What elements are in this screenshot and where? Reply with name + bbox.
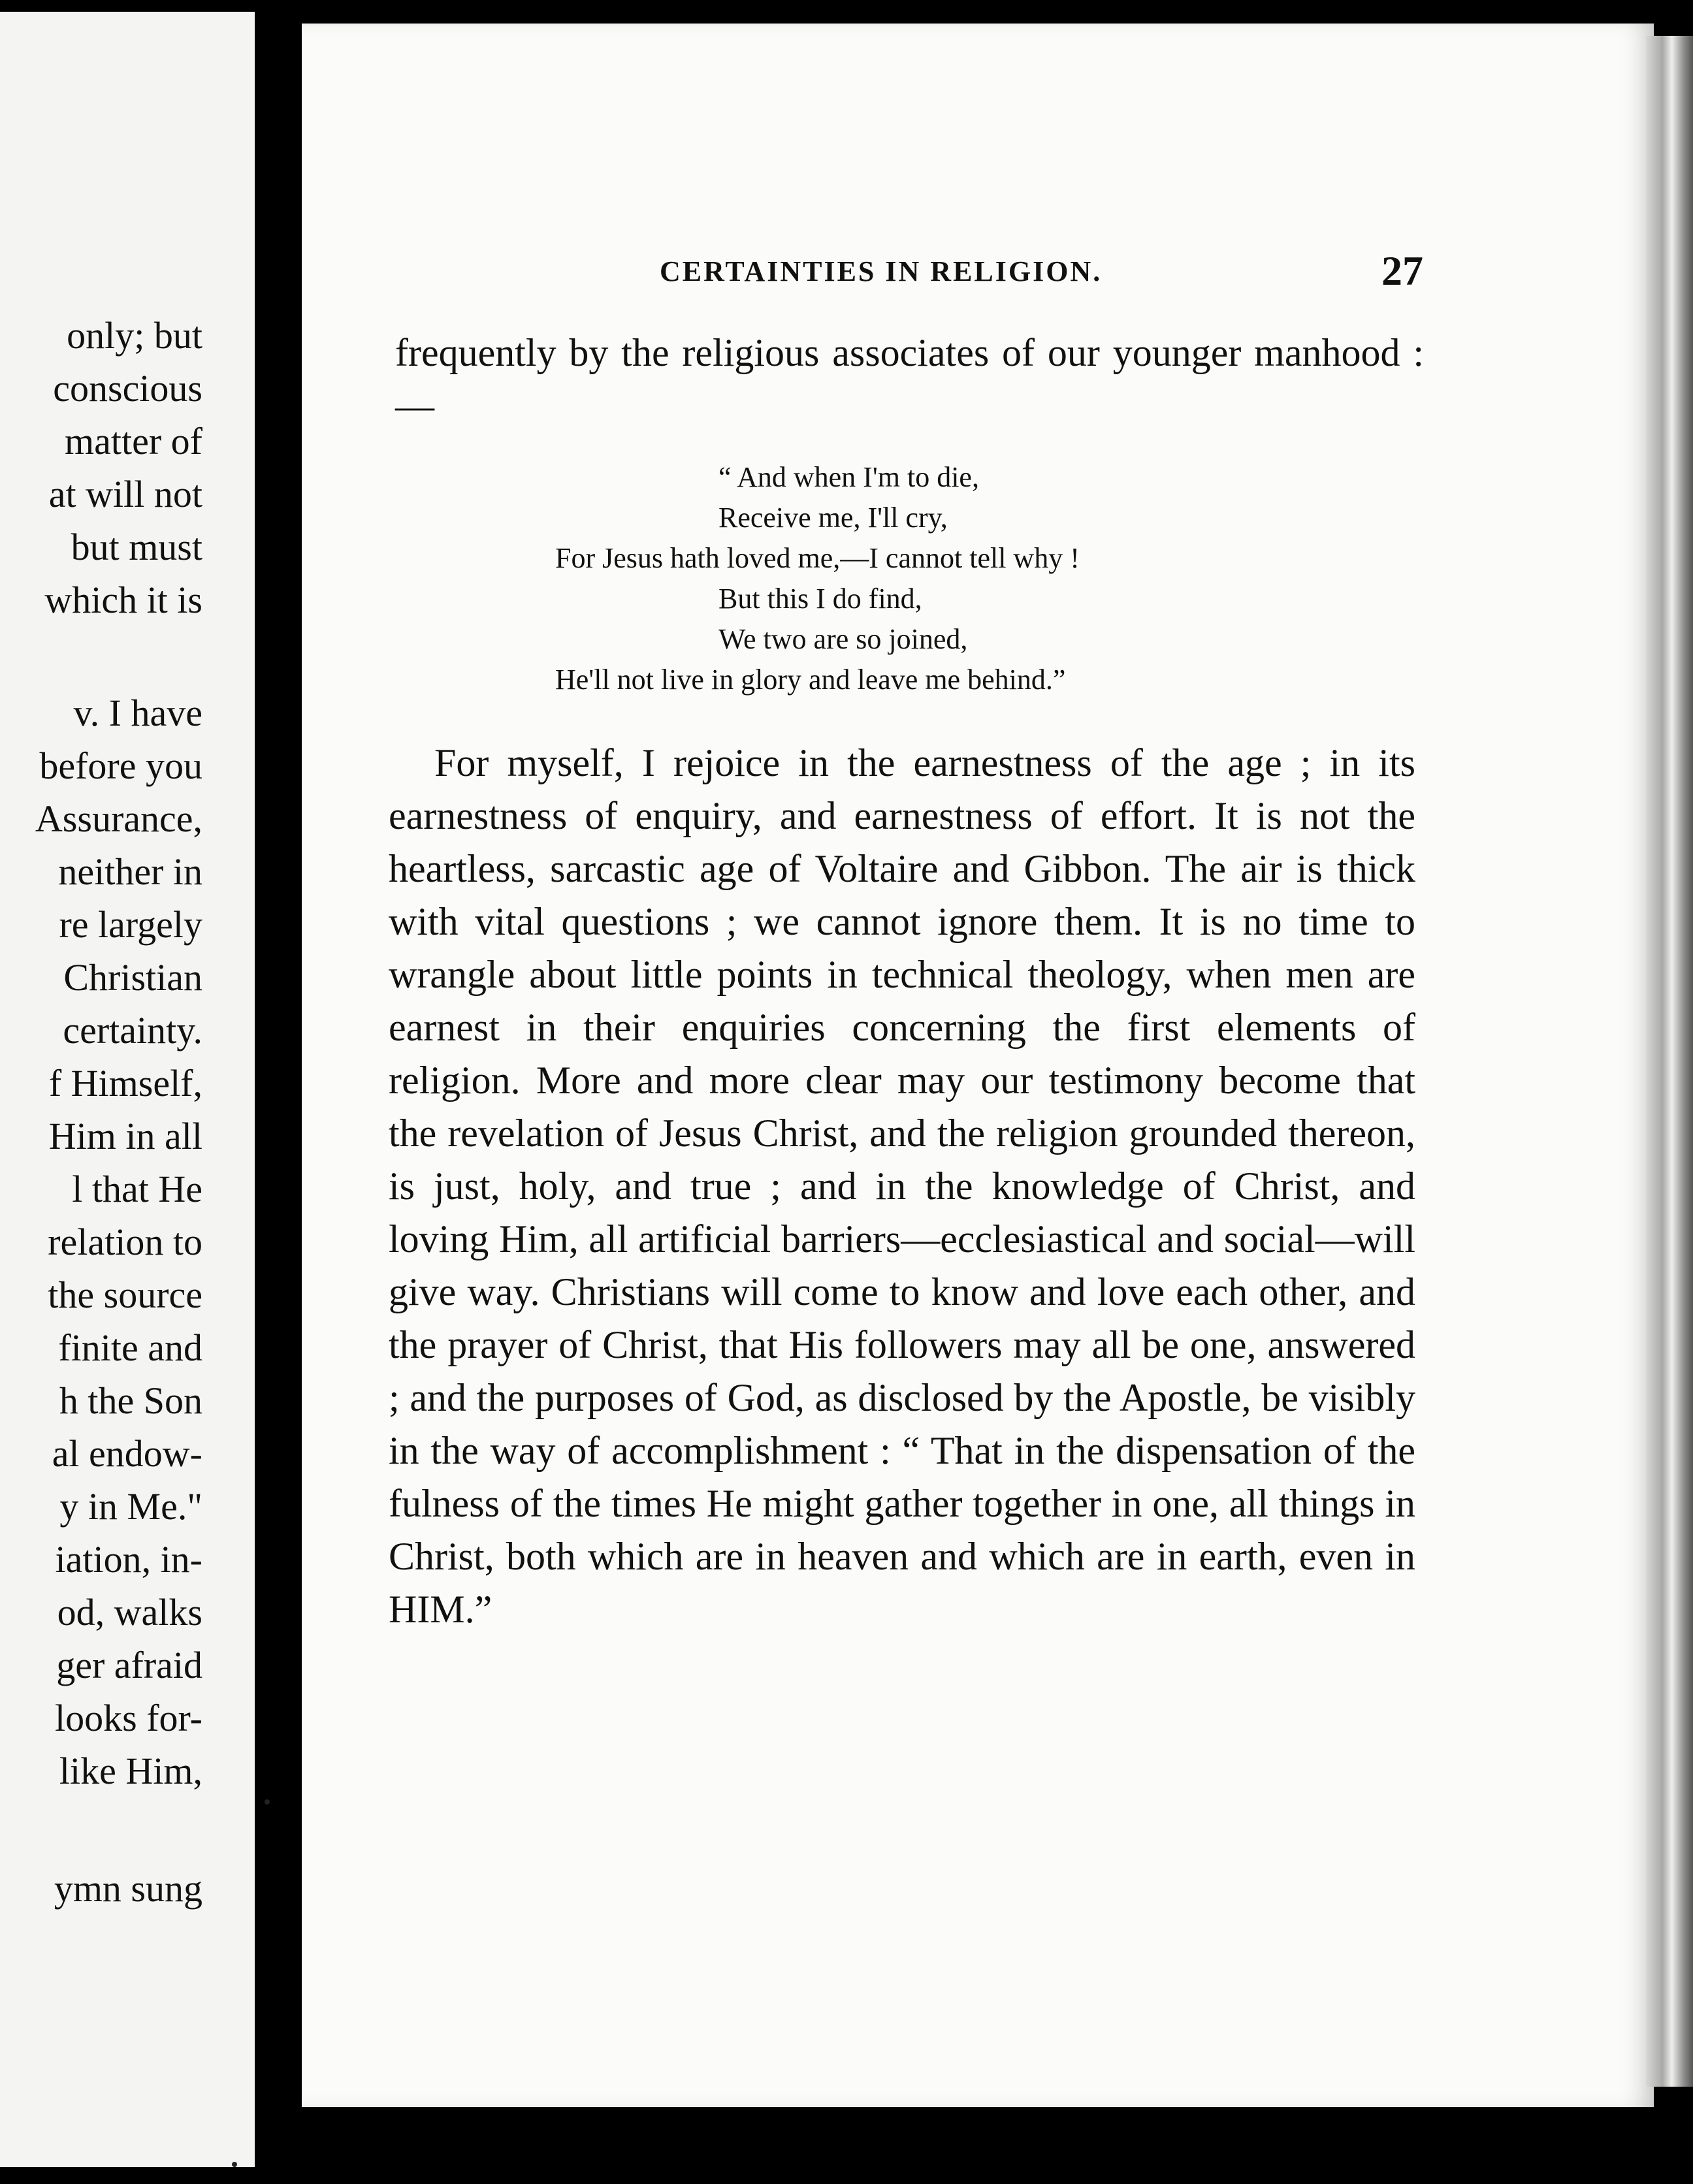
left-text-line: Him in all	[48, 1115, 202, 1157]
poem-line: Receive me, I'll cry,	[718, 502, 948, 534]
left-text-line: only; but	[67, 314, 202, 357]
poem-line: He'll not live in glory and leave me behind.”	[555, 664, 1066, 696]
running-title: CERTAINTIES IN RELIGION.	[660, 255, 1103, 287]
left-text-line: but must	[71, 526, 202, 568]
left-text-line: od, walks	[57, 1591, 202, 1633]
main-paragraph-text: For myself, I rejoice in the earnestness of the age ; in its earnestness of enquiry, and earnestness of effort. It is not the heartless, sarcastic age of Voltaire and Gibbon. The air is thick with vital questions ; we cannot ignore them. It is no time to wrangle about little points in technical theology, when men are earnest in their enquiries concerning the first elements of religion. More and more clear may our testimony become that the revelation of Jesus Christ, and the religion grounded thereon, is just, holy, and true ; and in the knowledge of Christ, and loving Him, all artificial barriers—ecclesiastical and social—will give way. Christians will come to know and love each other, and the prayer of Christ, that His followers may all be one, answered ; and the purposes of God, as disclosed by the Apostle, be visibly in the way of accomplishment : “ That in the dispensation of the fulness of the times He might gather together in one, all things in Christ, both which are in heaven and which are in earth, even in HIM.”	[389, 741, 1415, 1631]
left-text-line: relation to	[48, 1221, 202, 1263]
left-text-line: ymn sung	[54, 1867, 202, 1910]
hymn-quotation	[555, 457, 1306, 700]
page-number: 27	[1381, 248, 1423, 294]
left-text-line: v. I have	[73, 692, 202, 734]
left-text-line: al endow-	[52, 1432, 202, 1475]
poem-line: For Jesus hath loved me,—I cannot tell why !	[555, 542, 1080, 574]
left-text-line: conscious	[53, 367, 202, 410]
left-text-line: y in Me."	[59, 1485, 202, 1528]
left-text-line: finite and	[58, 1326, 202, 1369]
left-text-line: looks for-	[55, 1697, 202, 1739]
left-text-line: the source	[48, 1274, 202, 1316]
scan-speck	[265, 1799, 270, 1805]
left-text-line: which it is	[44, 579, 202, 621]
left-text-line: Christian	[63, 956, 202, 999]
previous-page-fragment	[0, 12, 255, 2167]
scan-speck	[232, 2162, 237, 2167]
left-text-line: ger afraid	[56, 1644, 202, 1686]
left-text-line: certainty.	[63, 1009, 202, 1052]
left-text-line: like Him,	[59, 1750, 202, 1792]
left-text-line: before you	[39, 745, 202, 787]
poem-line: “ And when I'm to die,	[718, 461, 979, 493]
left-text-line: matter of	[65, 420, 202, 462]
page-edge-stack	[1646, 36, 1693, 2087]
opening-paragraph: frequently by the religious associates of our younger manhood :—	[395, 331, 1424, 427]
main-paragraph	[389, 737, 1415, 1636]
left-text-line: Assurance,	[35, 797, 202, 840]
left-text-line: iation, in-	[55, 1538, 202, 1581]
poem-line: We two are so joined,	[718, 623, 968, 655]
poem-line: But this I do find,	[718, 583, 922, 615]
left-text-line: f Himself,	[48, 1062, 202, 1104]
book-gutter	[260, 0, 299, 2184]
left-text-line: re largely	[59, 903, 202, 946]
left-text-line: at will not	[48, 473, 202, 515]
left-text-line: h the Son	[59, 1379, 202, 1422]
left-text-line: neither in	[58, 850, 202, 893]
left-text-line: l that He	[72, 1168, 202, 1210]
